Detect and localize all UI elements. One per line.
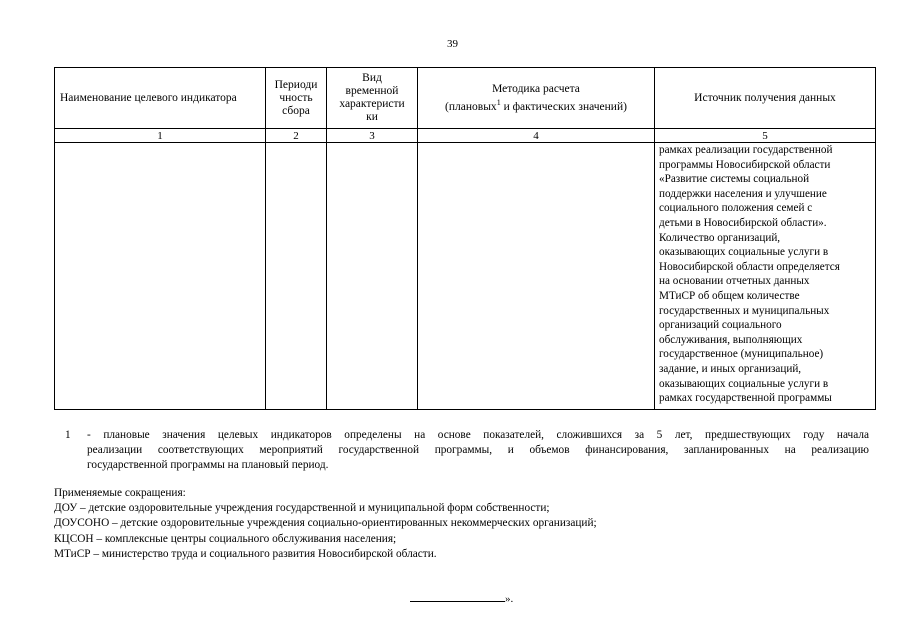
header-periodicity: Периоди чность сбора	[266, 68, 327, 129]
column-number: 4	[418, 129, 655, 143]
closing-rule	[410, 592, 505, 602]
header-time-characteristic: Вид временной характеристи ки	[327, 68, 418, 129]
header-calculation-method: Методика расчета (плановых$^1$ и фактических значений)	[418, 68, 655, 129]
footnote-text: - плановые значения целевых индикаторов определены на основе показателей, сложившихся за 5 лет, предшествующих году начала реализации соответствующих мероприятий государственной программы, и объемов финансирования, запланированных на реализацию государственной программы на плановый период.	[87, 429, 869, 471]
column-number: 2	[266, 129, 327, 143]
column-number: 3	[327, 129, 418, 143]
abbreviations-section	[54, 486, 874, 562]
closing-line	[410, 592, 513, 605]
cell-data-source	[655, 143, 876, 410]
data-source-text: рамках реализации государственной программы Новосибирской области «Развитие системы социальной поддержки населения и улучшение социального положения семей с детьми в Новосибирской области». Количество организаций, оказывающих социальные услуги в Новосибирской области определяется на основании отчетных данных МТиСР об общем количестве государственных и муниципальных организаций социального обслуживания, выполняющих государственное (муниципальное) задание, и иных организаций, оказывающих социальные услуги в рамках государственной программы	[659, 144, 840, 405]
abbreviation-item: КЦСОН – комплексные центры социального обслуживания населения;	[54, 532, 397, 545]
column-number-row	[55, 129, 876, 143]
column-number: 1	[55, 129, 266, 143]
cell-calculation-method	[418, 143, 655, 410]
abbreviation-item: МТиСР – министерство труда и социального развития Новосибирской области.	[54, 547, 437, 560]
indicator-table	[54, 67, 876, 410]
column-number: 5	[655, 129, 876, 143]
footnote	[65, 428, 869, 473]
closing-mark: ».	[505, 593, 514, 605]
table-header-row	[55, 68, 876, 129]
abbreviations-heading: Применяемые сокращения:	[54, 487, 186, 499]
abbreviation-item: ДОУСОНО – детские оздоровительные учреждения социально-ориентированных некоммерческих организаций;	[54, 517, 597, 530]
cell-periodicity	[266, 143, 327, 410]
footnote-number: 1	[65, 429, 71, 441]
table-row	[55, 143, 876, 410]
header-data-source: Источник получения данных	[655, 68, 876, 129]
page-number: 39	[447, 38, 458, 50]
cell-time-characteristic	[327, 143, 418, 410]
header-indicator-name: Наименование целевого индикатора	[55, 68, 266, 129]
cell-indicator-name	[55, 143, 266, 410]
abbreviation-item: ДОУ – детские оздоровительные учреждения государственной и муниципальной форм собственности;	[54, 502, 550, 515]
